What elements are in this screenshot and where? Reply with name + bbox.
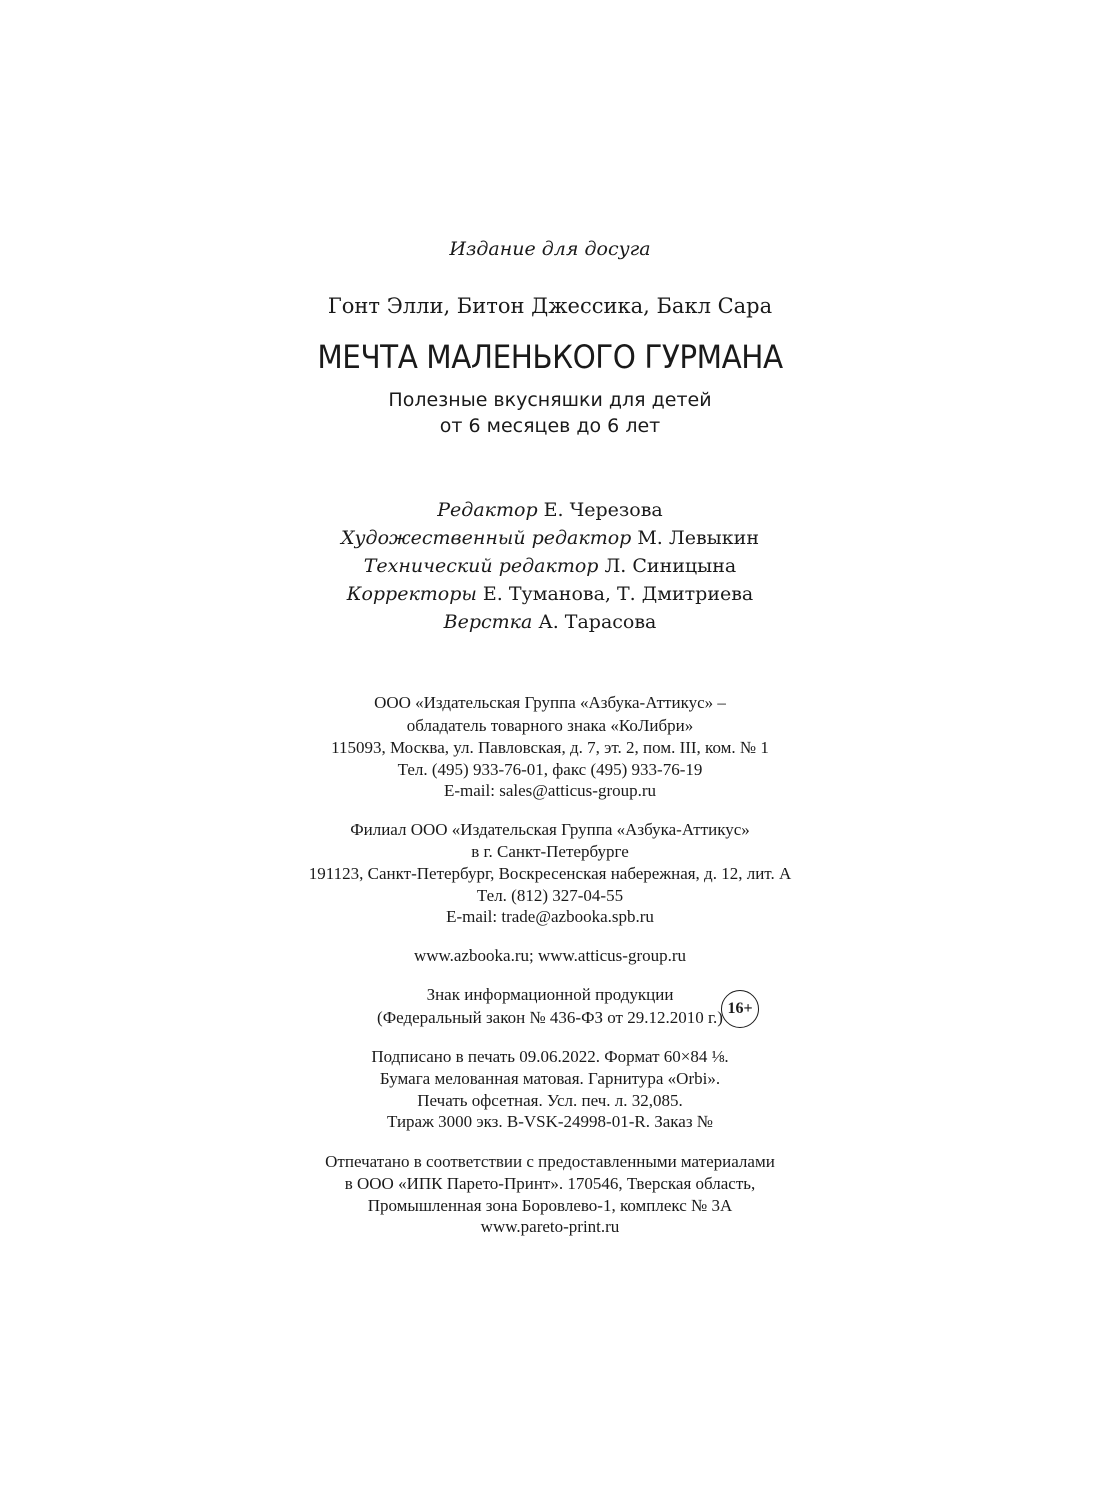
credit-person: Л. Синицына <box>604 555 737 577</box>
credit-tech-editor <box>0 555 1100 577</box>
publisher-line: Тел. (495) 933-76-01, факс (495) 933-76-19 <box>397 760 703 779</box>
printer-website: www.pareto-print.ru <box>480 1217 620 1236</box>
branch-line: в г. Санкт-Петербурге <box>471 842 629 861</box>
credit-person: А. Тарасова <box>538 611 657 633</box>
publisher-websites: www.azbooka.ru; www.atticus-group.ru <box>413 946 687 965</box>
branch-line: Тел. (812) 327-04-55 <box>476 886 624 905</box>
credit-role: Технический редактор <box>363 555 599 577</box>
publisher-line: 115093, Москва, ул. Павловская, д. 7, эт. 2, пом. III, ком. № 1 <box>331 738 769 757</box>
credit-art-editor <box>0 527 1100 549</box>
publisher-line: E-mail: sales@atticus-group.ru <box>443 781 657 800</box>
printer-line: Отпечатано в соответствии с предоставленными материалами <box>325 1152 775 1171</box>
edition-note: Издание для досуга <box>449 238 651 260</box>
credit-person: Е. Черезова <box>543 499 663 521</box>
publisher-line: ООО «Издательская Группа «Азбука-Аттикус» – <box>374 693 726 712</box>
print-info-line: Бумага мелованная матовая. Гарнитура «Orbi». <box>379 1069 721 1088</box>
credit-person: Е. Туманова, Т. Дмитриева <box>482 583 754 605</box>
publisher-line: обладатель товарного знака «КоЛибри» <box>406 716 694 735</box>
print-info-line: Подписано в печать 09.06.2022. Формат 60×84 ⅛. <box>371 1047 729 1066</box>
book-subtitle-line-1: Полезные вкусняшки для детей <box>388 389 712 411</box>
info-sign-line: (Федеральный закон № 436-ФЗ от 29.12.2010 г.) <box>377 1008 723 1027</box>
printer-line: Промышленная зона Боровлево-1, комплекс № 3А <box>367 1196 733 1215</box>
info-sign-line: Знак информационной продукции <box>426 985 674 1004</box>
credit-person: М. Левыкин <box>637 527 759 549</box>
book-authors: Гонт Элли, Битон Джессика, Бакл Сара <box>327 294 773 318</box>
credit-role: Верстка <box>443 611 533 633</box>
age-rating-badge: 16+ <box>721 990 759 1028</box>
book-title: МЕЧТА МАЛЕНЬКОГО ГУРМАНА <box>317 338 783 376</box>
print-info-line: Печать офсетная. Усл. печ. л. 32,085. <box>417 1091 683 1110</box>
branch-line: E-mail: trade@azbooka.spb.ru <box>446 907 654 926</box>
printer-line: в ООО «ИПК Парето-Принт». 170546, Тверская область, <box>344 1174 756 1193</box>
credit-layout <box>0 611 1100 633</box>
credit-proofreaders <box>0 583 1100 605</box>
credit-role: Художественный редактор <box>340 527 632 549</box>
credit-role: Корректоры <box>346 583 477 605</box>
credit-role: Редактор <box>437 499 538 521</box>
branch-line: Филиал ООО «Издательская Группа «Азбука-Аттикус» <box>350 820 750 839</box>
print-info-line: Тираж 3000 экз. B-VSK-24998-01-R. Заказ № <box>386 1112 714 1131</box>
credit-editor <box>0 499 1100 521</box>
branch-line: 191123, Санкт-Петербург, Воскресенская набережная, д. 12, лит. А <box>308 864 792 883</box>
book-subtitle-line-2: от 6 месяцев до 6 лет <box>439 415 661 437</box>
